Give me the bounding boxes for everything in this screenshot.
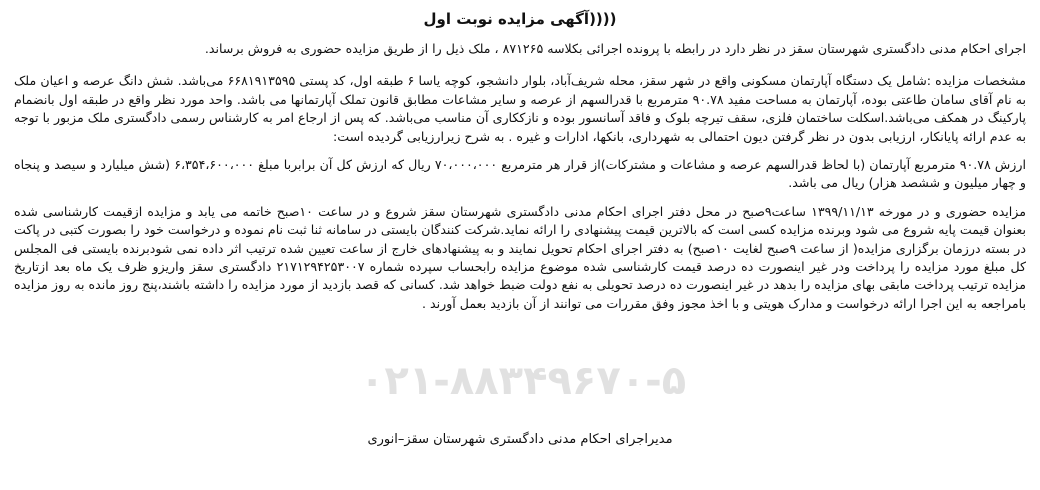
notice-conditions: مزایده حضوری و در مورخه ۱۳۹۹/۱۱/۱۳ ساعت۹صبح در محل دفتر اجرای احکام مدنی دادگستری شهرستان سقز شروع و در ساعت ۱۰صبح خاتمه می یابد و مزایده ازقیمت کارشناسی شده بعنوان قیمت پایه شروع می شود وبرنده مزایده کسی است که بالاترین قیمت پیشنهادی را ارائه نماید.شرکت کنندگان بایستی در سامانه ثنا ثبت نام نموده و درخواست خود را بصورت کتبی در پاکت در بسته درزمان برگزاری مزایده( از ساعت ۹صبح لغایت ۱۰صبح) به دفتر اجرای احکام تحویل نمایند و به پیشنهادهای خارج از ساعت تعیین شده ترتیب اثر داده نمی شودبرنده بایستی فی المجلس کل مبلغ مورد مزایده را پرداخت ودر غیر اینصورت ده درصد قیمت کارشناسی شده موضوع مزایده رابحساب سپرده شماره ۲۱۷۱۲۹۴۲۵۳۰۰۷ دادگستری سقز واریزو ظرف یک ماه بعد ازتاریخ مزایده ترتیب پرداخت مابقی بهای مزایده را بدهد در غیر اینصورت ده درصد تحویلی به نفع دولت ضبط خواهد شد. کسانی که قصد بازدید از مورد مزایده را داشته باشند،پنج روز مانده به روز مزایده بامراجعه به این اجرا ارائه درخواست و مدارک هویتی و با اخذ مجوز وفق مقررات می توانند از آن بازدید بعمل آورند . bbox=[14, 203, 1027, 311]
notice-valuation: ارزش ۹۰.۷۸ مترمربع آپارتمان (با لحاظ قدرالسهم عرصه و مشاعات و مشترکات)از قرار هر مترمربع ۷۰،۰۰۰،۰۰۰ ریال که ارزش کل آن برابربا مبلغ ۶،۳۵۴،۶۰۰،۰۰۰ (شش میلیارد و سیصد و پنجاه و چهار میلیون و ششصد هزار) ریال می باشد. bbox=[14, 157, 1026, 191]
notice-title: آگهی مزایده نوبت اول)))) bbox=[423, 10, 617, 28]
notice-body bbox=[14, 40, 1026, 323]
notice-intro: اجرای احکام مدنی دادگستری شهرستان سقز در نظر دارد در رابطه با پرونده اجرائی بکلاسه ۸۷۱۲۶۵ ، ملک ذیل را از طریق مزایده حضوری به فروش برساند. bbox=[204, 41, 1026, 56]
notice-signature: مدیراجرای احکام مدنی دادگستری شهرستان سقز–انوری bbox=[367, 432, 673, 447]
watermark-phone: ۰۲۱-۸۸۳۴۹۶۷۰-۵ bbox=[360, 358, 687, 404]
notice-specs: مشخصات مزایده :شامل یک دستگاه آپارتمان مسکونی واقع در شهر سقز، محله شریف‌آباد، بلوار دانشجو، کوچه یاسا ۶ طبقه اول، کد پستی ۶۶۸۱۹۱۳۵۹۵ می‌باشد. شش دانگ عرصه و اعیان ملک به نام آقای سامان طاعتی بوده، آپارتمان به مساحت مفید ۹۰.۷۸ مترمربع با قدرالسهم از عرصه و سایر مشاعات مطابق قانون تملک آپارتمانها می باشد. واحد مورد نظر واقع در طبقه اول بانضمام پارکینگ در همکف می‌باشد.اسکلت ساختمان فلزی، سقف تیرچه بلوک و فاقد آسانسور بوده و نازککاری آن مناسب می‌باشد. که پس از ارجاع امر به کارشناس رسمی دادگستری ملک مزبور با توجه به عدم ارائه پایانکار، ارزیابی بدون در نظر گرفتن دیون احتمالی به شهرداری، بانکها، ادارات و غیره . به شرح زیرارزیابی گردیده است: bbox=[14, 73, 1026, 144]
